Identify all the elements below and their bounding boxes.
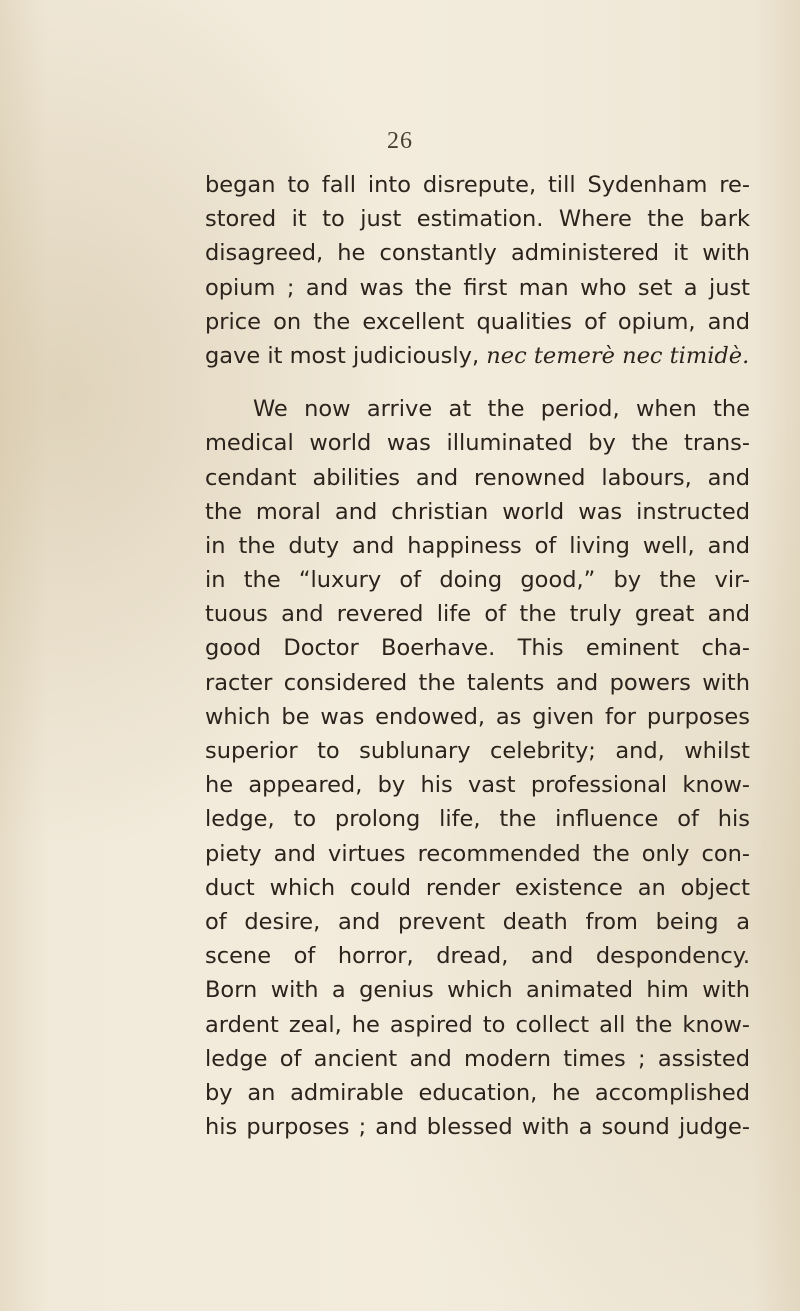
text-line: the moral and christian world was instructed: [205, 498, 750, 525]
text-line: in the duty and happiness of living well, and: [205, 532, 750, 559]
text-line: in the “luxury of doing good,” by the vir-: [205, 567, 750, 594]
text-line: began to fall into disrepute, till Sydenham re-: [205, 172, 750, 198]
paragraph-2: [205, 392, 750, 1144]
text-line: superior to sublunary celebrity; and, whilst: [205, 738, 750, 764]
text-line: [205, 339, 750, 373]
text-line: duct which could render existence an object: [205, 874, 750, 901]
text-line: ledge of ancient and modern times ; assisted: [205, 1045, 750, 1072]
text-line: ledge, to prolong life, the influence of his: [205, 806, 750, 833]
text-line: stored it to just estimation. Where the bark: [205, 206, 750, 233]
text-line: by an admirable education, he accomplished: [205, 1079, 750, 1106]
text-line: racter considered the talents and powers with: [205, 669, 750, 696]
text-line: his purposes ; and blessed with a sound judge-: [205, 1114, 750, 1141]
text-line: scene of horror, dread, and despondency.: [205, 943, 750, 970]
text-line: medical world was illuminated by the trans-: [205, 430, 750, 457]
text-line: piety and virtues recommended the only con-: [205, 840, 750, 867]
text-line: ardent zeal, he aspired to collect all the know-: [205, 1011, 750, 1038]
text-line: price on the excellent qualities of opium, and: [205, 308, 750, 335]
text-run: gave it most judiciously,: [205, 342, 487, 369]
text-line: Born with a genius which animated him with: [205, 977, 750, 1004]
text-line: of desire, and prevent death from being a: [205, 908, 750, 935]
text-line: disagreed, he constantly administered it with: [205, 240, 750, 267]
paragraph-1: [205, 168, 750, 373]
body-text: [205, 168, 750, 1144]
text-line: cendant abilities and renowned labours, and: [205, 464, 750, 491]
text-line: he appeared, by his vast professional know-: [205, 772, 750, 799]
text-line: We now arrive at the period, when the: [253, 396, 750, 423]
paragraph-gap: [205, 373, 750, 392]
page-number: 26: [387, 128, 413, 154]
text-line: tuous and revered life of the truly great and: [205, 601, 750, 628]
latin-phrase: nec temerè nec timidè.: [486, 342, 750, 369]
text-line: good Doctor Boerhave. This eminent cha-: [205, 635, 750, 662]
text-line: which be was endowed, as given for purposes: [205, 703, 750, 730]
text-line: opium ; and was the first man who set a just: [205, 274, 750, 301]
